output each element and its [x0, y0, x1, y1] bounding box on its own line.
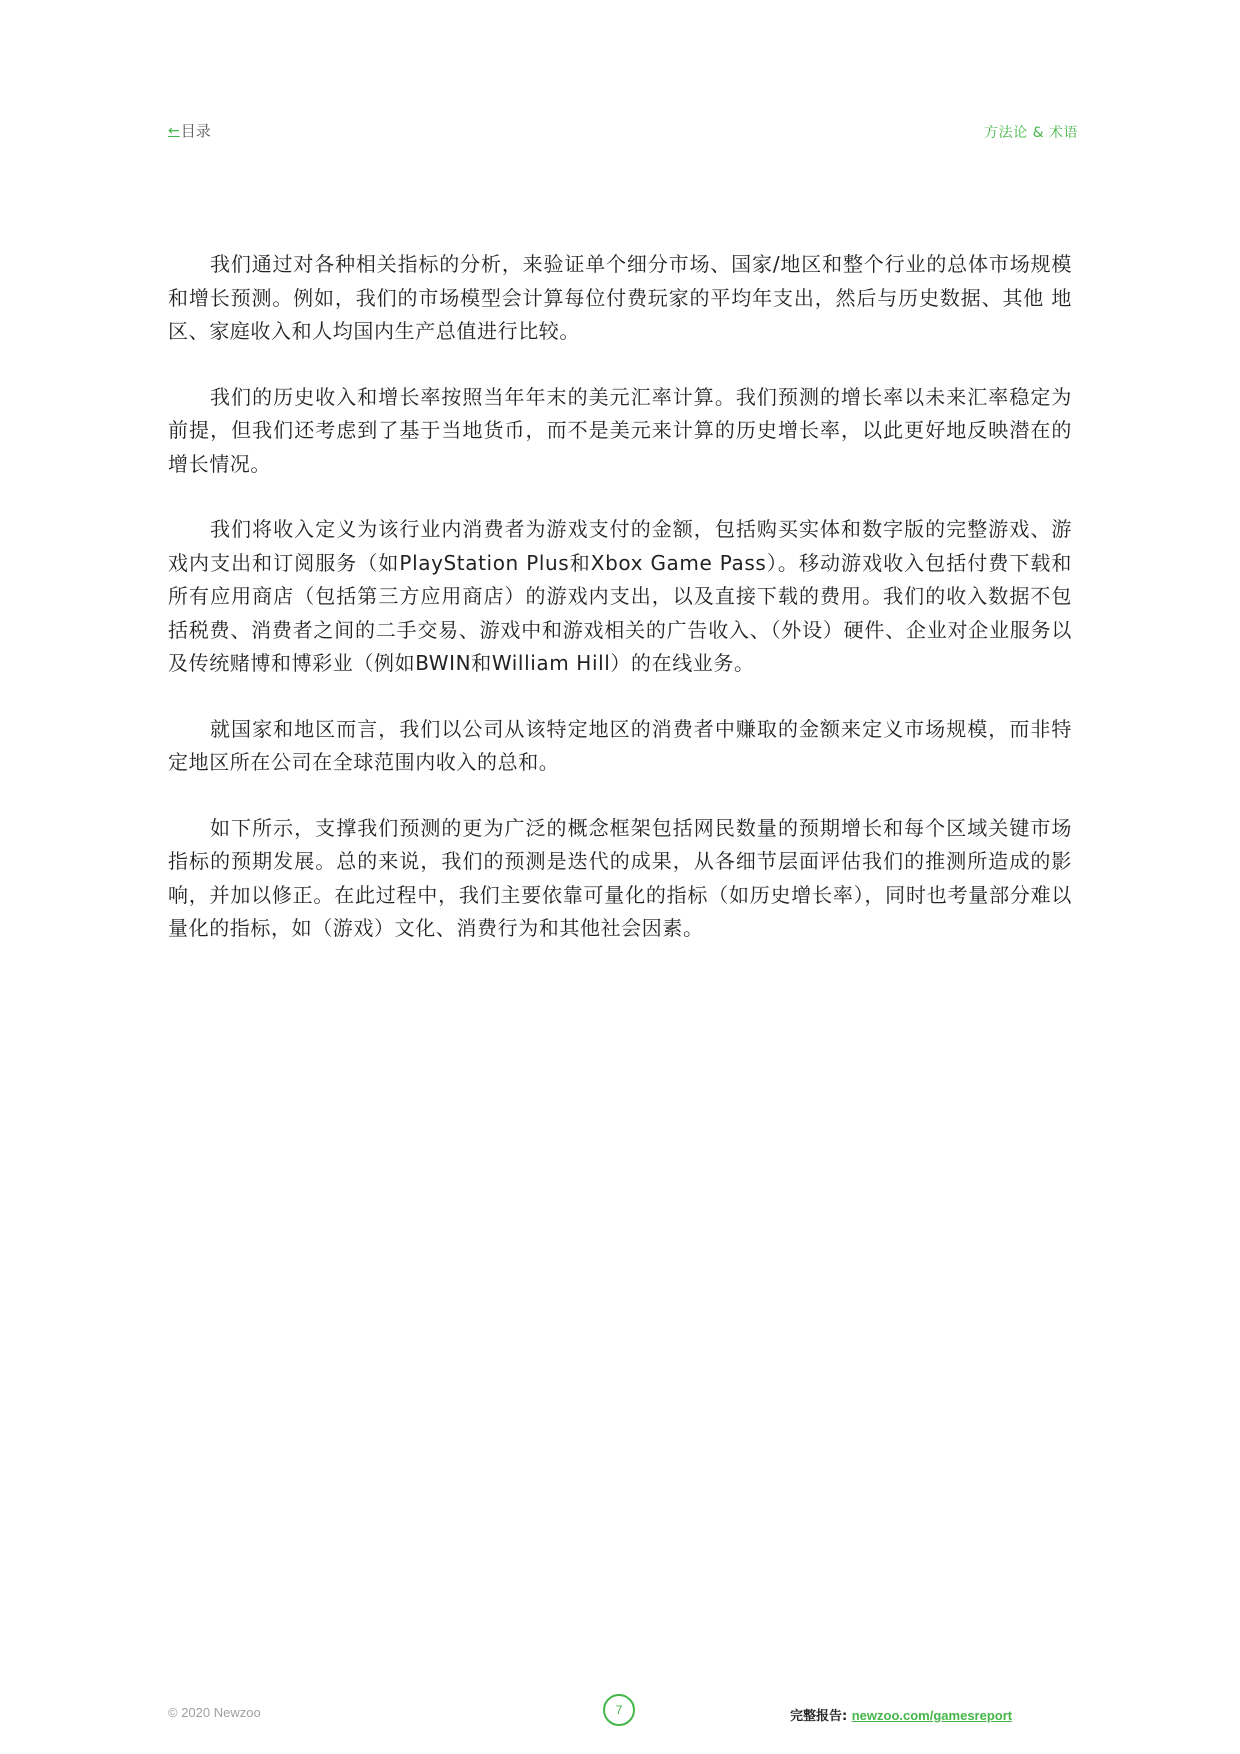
- copyright: © 2020 Newzoo: [168, 1705, 261, 1720]
- back-arrow-icon: ←: [168, 122, 180, 139]
- paragraph-4: 就国家和地区而言，我们以公司从该特定地区的消费者中赚取的金额来定义市场规模，而非特定地区所在公司在全球范围内收入的总和。: [168, 716, 1072, 774]
- full-report: [790, 1705, 1012, 1724]
- paragraph-5: 如下所示，支撑我们预测的更为广泛的概念框架包括网民数量的预期增长和每个区域关键市场指标的预期发展。总的来说，我们的预测是迭代的成果，从各细节层面评估我们的推测所造成的影响，并加以修正。在此过程中，我们主要依靠可量化的指标（如历史增长率），同时也考量部分难以量化的指标，如（游戏）文化、消费行为和其他社会因素。: [168, 815, 1072, 940]
- section-title: 方法论 & 术语: [984, 125, 1078, 141]
- full-report-link[interactable]: newzoo.com/gamesreport: [851, 1708, 1013, 1723]
- full-report-label: 完整报告:: [790, 1709, 852, 1724]
- main-content: [168, 248, 1072, 978]
- paragraph-3: 我们将收入定义为该行业内消费者为游戏支付的金额，包括购买实体和数字版的完整游戏、游戏内支出和订阅服务（如PlayStation Plus和Xbox Game Pass）。移动游戏收入包括付费下载和所有应用商店（包括第三方应用商店）的游戏内支出，以及直接下载的费用。我们的收入数据不包括税费、消费者之间的二手交易、游戏中和游戏相关的广告收入、（外设）硬件、企业对企业服务以及传统赌博和博彩业（例如BWIN和William Hill）的在线业务。: [168, 517, 1072, 675]
- page-number: 7: [603, 1694, 635, 1726]
- paragraph-2: 我们的历史收入和增长率按照当年年末的美元汇率计算。我们预测的增长率以未来汇率稳定为前提，但我们还考虑到了基于当地货币，而不是美元来计算的历史增长率，以此更好地反映潜在的增长情况。: [168, 384, 1072, 476]
- paragraph-1: 我们通过对各种相关指标的分析，来验证单个细分市场、国家/地区和整个行业的总体市场规模和增长预测。例如，我们的市场模型会计算每位付费玩家的平均年支出，然后与历史数据、其他 地区、家庭收入和人均国内生产总值进行比较。: [168, 252, 1072, 343]
- toc-link[interactable]: [168, 120, 211, 141]
- toc-label: 目录: [180, 122, 211, 140]
